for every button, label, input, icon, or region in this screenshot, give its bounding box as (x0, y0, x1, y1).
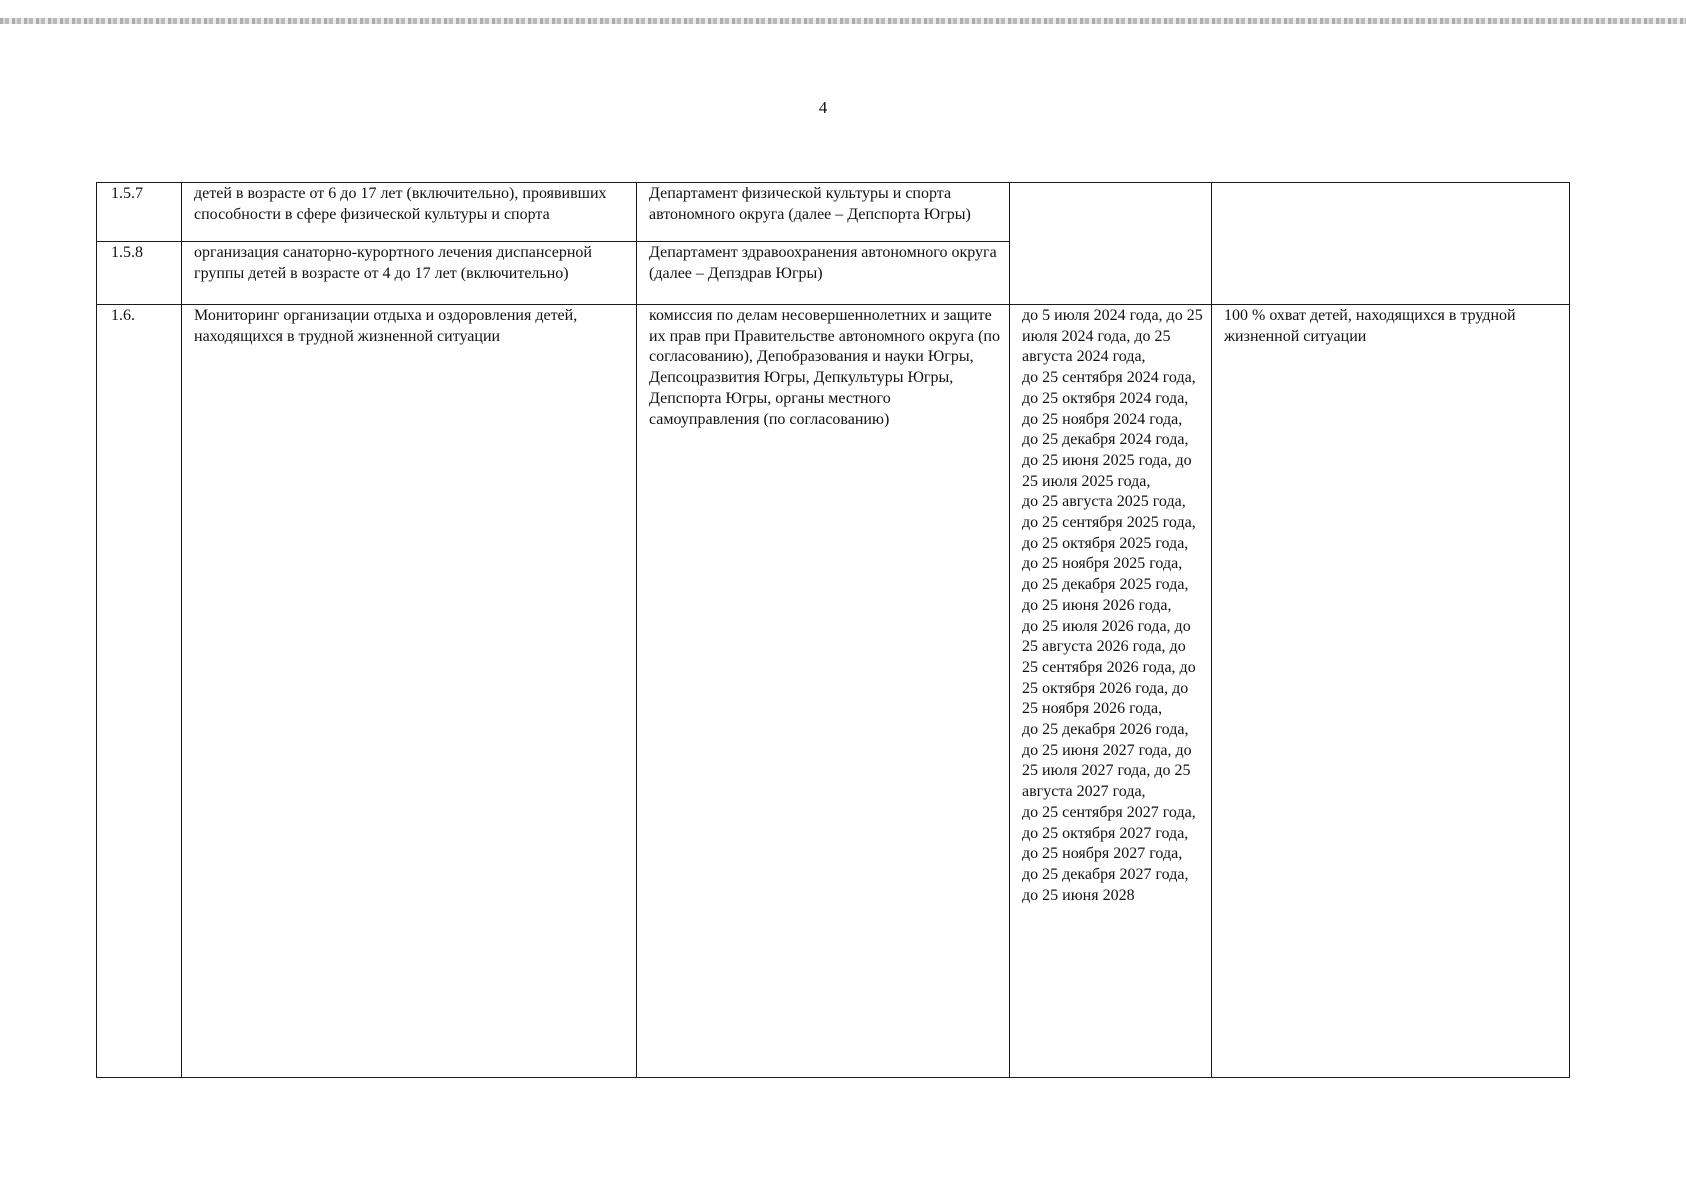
page-number: 4 (818, 98, 828, 117)
measures-table (96, 182, 1570, 1078)
result-cell: 100 % охват детей, находящихся в трудной жизненной ситуации (1212, 305, 1570, 1078)
event-cell: Мониторинг организации отдыха и оздоровления детей, находящихся в трудной жизненной ситуации (182, 305, 637, 1078)
table-row (97, 183, 1570, 242)
deadline-cell: до 5 июля 2024 года, до 25 июля 2024 года, до 25 августа 2024 года, до 25 сентября 2024 года, до 25 октября 2024 года, до 25 ноября 2024 года, до 25 декабря 2024 года, до 25 июня 2025 года, до 25 июля 2025 года, до 25 августа 2025 года, до 25 сентября 2025 года, до 25 октября 2025 года, до 25 ноября 2025 года, до 25 декабря 2025 года, до 25 июня 2026 года, до 25 июля 2026 года, до 25 августа 2026 года, до 25 сентября 2026 года, до 25 октября 2026 года, до 25 ноября 2026 года, до 25 декабря 2026 года, до 25 июня 2027 года, до 25 июля 2027 года, до 25 августа 2027 года, до 25 сентября 2027 года, до 25 октября 2027 года, до 25 ноября 2027 года, до 25 декабря 2027 года, до 25 июня 2028 (1010, 305, 1212, 1078)
executor-cell: комиссия по делам несовершеннолетних и защите их прав при Правительстве автономного округа (по согласованию), Депобразования и науки Югры, Депсоцразвития Югры, Депкультуры Югры, Депспорта Югры, органы местного самоуправления (по согласованию) (637, 305, 1010, 1078)
item-number: 1.5.8 (97, 242, 182, 305)
executor-cell: Департамент здравоохранения автономного округа (далее – Депздрав Югры) (637, 242, 1010, 305)
item-number: 1.6. (97, 305, 182, 1078)
deadline-cell-empty (1010, 183, 1212, 305)
result-cell-empty (1212, 183, 1570, 305)
scan-edge-artifact (0, 18, 1686, 24)
event-cell: детей в возрасте от 6 до 17 лет (включительно), проявивших способности в сфере физической культуры и спорта (182, 183, 637, 242)
executor-cell: Департамент физической культуры и спорта автономного округа (далее – Депспорта Югры) (637, 183, 1010, 242)
item-number: 1.5.7 (97, 183, 182, 242)
event-cell: организация санаторно-курортного лечения диспансерной группы детей в возрасте от 4 до 17 лет (включительно) (182, 242, 637, 305)
table-row (97, 305, 1570, 1078)
